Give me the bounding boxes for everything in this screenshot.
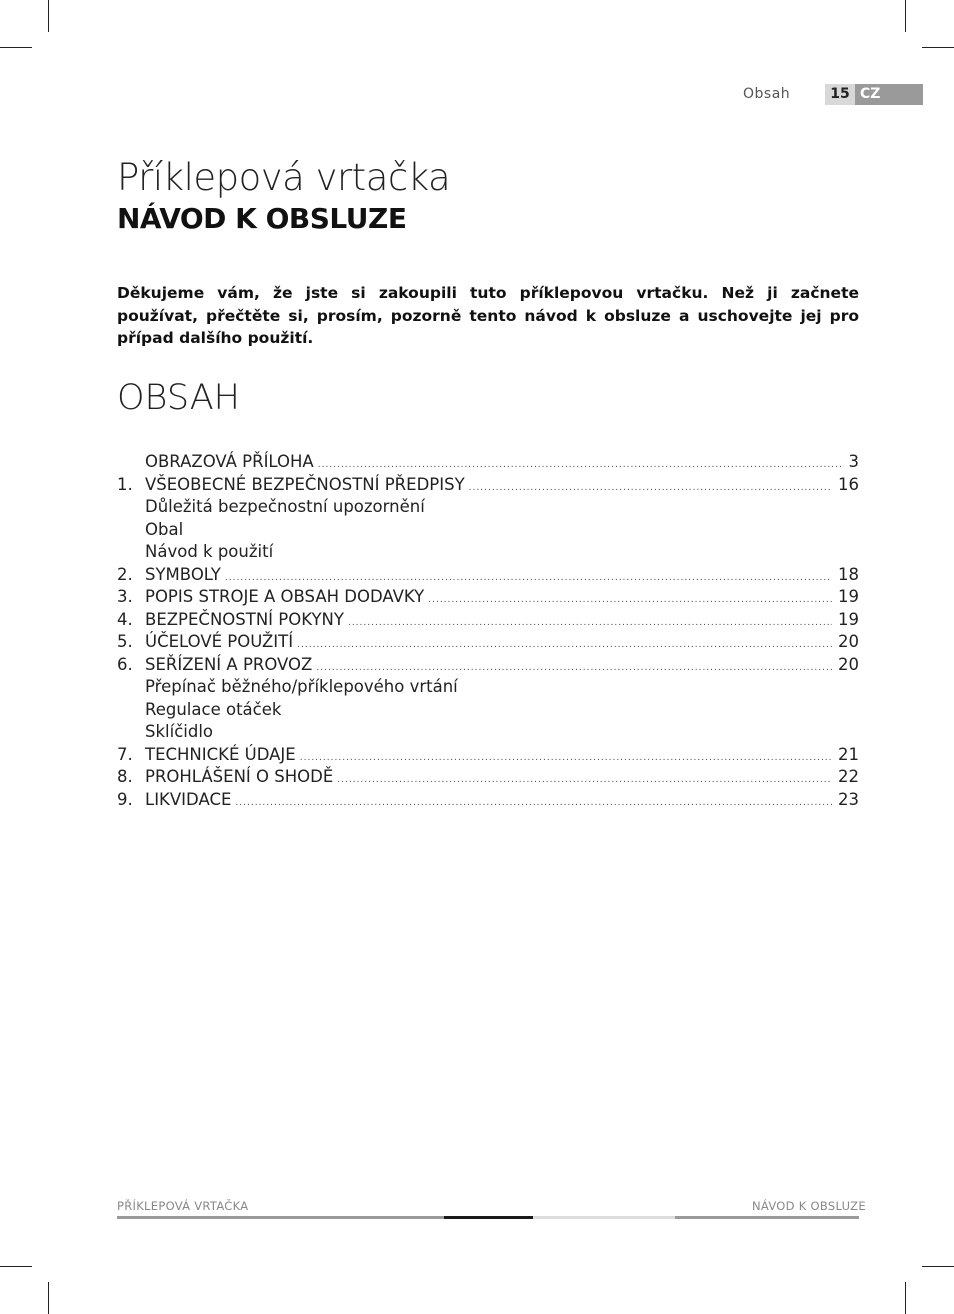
page-title: Příklepová vrtačka bbox=[117, 156, 451, 199]
toc-entry bbox=[117, 721, 859, 744]
crop-mark bbox=[0, 47, 32, 48]
toc-dot-leader bbox=[337, 769, 832, 792]
toc-entry bbox=[117, 586, 859, 609]
crop-mark bbox=[48, 0, 49, 32]
page-subtitle: NÁVOD K OBSLUZE bbox=[117, 202, 407, 235]
toc-entry bbox=[117, 609, 859, 632]
page-number: 15 bbox=[825, 84, 855, 105]
toc-entry-number: 3. bbox=[117, 587, 133, 606]
toc-entry-page: 20 bbox=[838, 632, 859, 651]
toc-entry bbox=[117, 654, 859, 677]
toc-entry-number: 4. bbox=[117, 609, 133, 629]
toc-entry-page: 21 bbox=[838, 744, 859, 764]
toc-dot-leader bbox=[348, 612, 832, 635]
footer-bar-segment bbox=[444, 1216, 533, 1219]
toc-dot-leader bbox=[235, 792, 832, 815]
toc-entry-page: 22 bbox=[838, 767, 859, 786]
toc-entry-page: 19 bbox=[838, 587, 859, 606]
crop-mark bbox=[0, 1266, 32, 1267]
toc-entry-number: 5. bbox=[117, 632, 133, 651]
toc-heading: OBSAH bbox=[117, 378, 240, 418]
toc-entry-title: Návod k použití bbox=[145, 542, 274, 561]
toc-entry bbox=[117, 451, 859, 474]
toc-entry-title: SEŘÍZENÍ A PROVOZ bbox=[145, 654, 313, 674]
table-of-contents bbox=[117, 451, 859, 811]
toc-entry-number: 7. bbox=[117, 744, 133, 764]
toc-dot-leader bbox=[428, 589, 832, 612]
toc-entry-page: 23 bbox=[838, 789, 859, 809]
toc-entry-page: 19 bbox=[838, 609, 859, 629]
toc-entry-title: VŠEOBECNÉ BEZPEČNOSTNÍ PŘEDPISY bbox=[145, 474, 465, 494]
toc-entry bbox=[117, 541, 859, 564]
toc-entry-page: 18 bbox=[838, 564, 859, 584]
footer-product-name: PŘÍKLEPOVÁ VRTAČKA bbox=[117, 1199, 249, 1213]
crop-mark bbox=[48, 1282, 49, 1314]
toc-entry bbox=[117, 496, 859, 519]
toc-entry-title: Regulace otáček bbox=[145, 699, 282, 719]
toc-entry bbox=[117, 519, 859, 542]
crop-mark bbox=[922, 1266, 954, 1267]
toc-entry-title: ÚČELOVÉ POUŽITÍ bbox=[145, 632, 294, 651]
toc-entry-title: OBRAZOVÁ PŘÍLOHA bbox=[145, 452, 314, 471]
toc-entry-title: Sklíčidlo bbox=[145, 722, 214, 741]
header-section-label: Obsah bbox=[743, 86, 791, 102]
crop-mark bbox=[905, 1282, 906, 1314]
crop-mark bbox=[922, 47, 954, 48]
toc-entry bbox=[117, 631, 859, 654]
crop-mark bbox=[905, 0, 906, 32]
toc-dot-leader bbox=[297, 634, 832, 657]
toc-entry-number: 1. bbox=[117, 474, 133, 494]
toc-entry bbox=[117, 744, 859, 767]
toc-entry bbox=[117, 564, 859, 587]
toc-entry bbox=[117, 766, 859, 789]
footer-bar-segment bbox=[675, 1216, 859, 1219]
toc-entry-number: 6. bbox=[117, 654, 133, 674]
toc-entry-page: 3 bbox=[848, 452, 859, 471]
toc-entry-title: Přepínač běžného/příklepového vrtání bbox=[145, 677, 458, 696]
toc-entry-title: SYMBOLY bbox=[145, 564, 221, 584]
toc-dot-leader bbox=[469, 477, 832, 500]
toc-entry-number: 8. bbox=[117, 767, 133, 786]
toc-entry bbox=[117, 789, 859, 812]
toc-entry-title: PROHLÁŠENÍ O SHODĚ bbox=[145, 767, 334, 786]
toc-entry-page: 16 bbox=[838, 474, 859, 494]
toc-entry-title: Obal bbox=[145, 519, 184, 539]
toc-entry-title: BEZPEČNOSTNÍ POKYNY bbox=[145, 609, 344, 629]
intro-paragraph: Děkujeme vám, že jste si zakoupili tuto příklepovou vrtačku. Než ji začnete používat, přečtěte si, prosím, pozorně tento návod k obsluze a uschovejte jej pro případ dalšího použití. bbox=[117, 284, 859, 347]
footer-bar-segment bbox=[117, 1216, 444, 1219]
toc-entry-page: 20 bbox=[838, 654, 859, 674]
toc-dot-leader bbox=[300, 747, 832, 770]
toc-entry bbox=[117, 474, 859, 497]
toc-entry bbox=[117, 676, 859, 699]
toc-entry-number: 2. bbox=[117, 564, 133, 584]
toc-entry-title: POPIS STROJE A OBSAH DODAVKY bbox=[145, 587, 425, 606]
toc-entry-title: TECHNICKÉ ÚDAJE bbox=[145, 744, 296, 764]
toc-entry-title: LIKVIDACE bbox=[145, 789, 232, 809]
toc-entry-title: Důležitá bezpečnostní upozornění bbox=[145, 497, 425, 516]
language-badge: CZ bbox=[855, 84, 923, 105]
toc-entry bbox=[117, 699, 859, 722]
toc-entry-number: 9. bbox=[117, 789, 133, 809]
footer-bar-segment bbox=[533, 1216, 675, 1219]
footer-document-name: NÁVOD K OBSLUZE bbox=[752, 1199, 866, 1213]
